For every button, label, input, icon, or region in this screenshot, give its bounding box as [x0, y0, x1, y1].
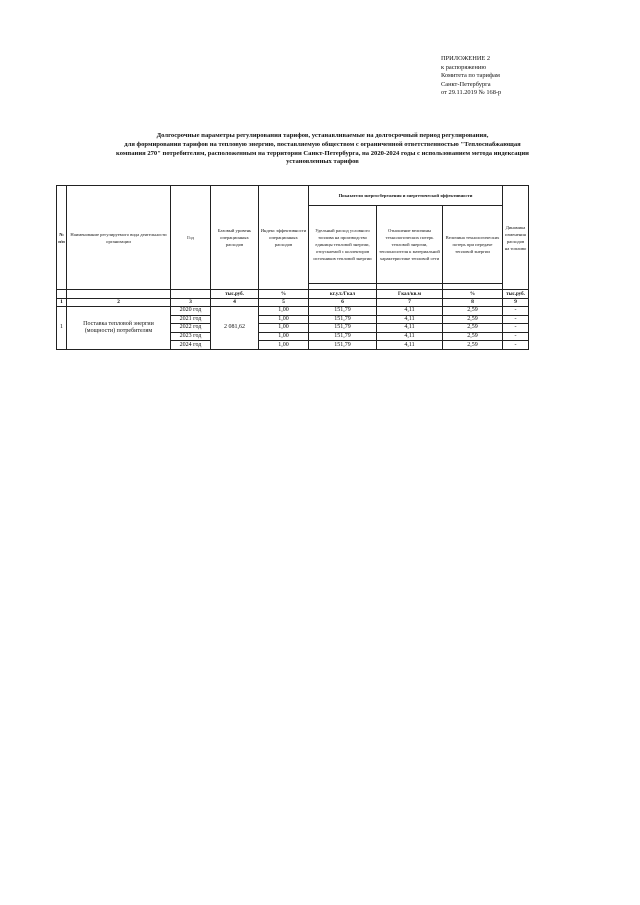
- losses-ratio-cell: 4,11: [377, 332, 443, 341]
- header-dynamics: Динамика изменения расходов на топливо: [503, 186, 529, 290]
- fuel-rate-cell: 151,79: [309, 307, 377, 316]
- appendix-line: от 29.11.2019 № 168-р: [441, 89, 502, 97]
- header-fuel-rate: Удельный расход условного топлива на производство единицы тепловой энергии, отпускаемой с коллекторов источников тепловой энергии: [309, 206, 377, 284]
- column-number: 7: [377, 299, 443, 307]
- column-number: 6: [309, 299, 377, 307]
- column-number: 2: [67, 299, 171, 307]
- efficiency-index-cell: 1,00: [259, 341, 309, 350]
- efficiency-index-cell: 1,00: [259, 324, 309, 333]
- column-number: 5: [259, 299, 309, 307]
- header-base-level: Базовый уровень операционных расходов: [211, 186, 259, 290]
- document-title: [50, 132, 595, 167]
- title-line: Долгосрочные параметры регулирования тарифов, устанавливаемые на долгосрочный период регулирования,: [156, 132, 489, 139]
- year-cell: 2022 год: [171, 324, 211, 333]
- header-energy-group: Показатели энергосбережения и энергетической эффективности: [309, 186, 503, 206]
- appendix-line: к распоряжению: [441, 63, 487, 71]
- title-line: для формирования тарифов на тепловую энергию, поставляемую обществом с ограниченной ответственностью "Теплоснабжающая: [124, 140, 521, 148]
- fuel-rate-cell: 151,79: [309, 332, 377, 341]
- appendix-line: Санкт-Петербурга: [441, 80, 491, 88]
- dynamics-cell: -: [503, 332, 529, 341]
- dynamics-cell: -: [503, 324, 529, 333]
- unit-cell: [171, 290, 211, 299]
- column-number: 4: [211, 299, 259, 307]
- unit-efficiency-index: %: [259, 290, 309, 299]
- dynamics-cell: -: [503, 315, 529, 324]
- unit-losses-ratio: Гкал/кв.м: [377, 290, 443, 299]
- column-number: 8: [443, 299, 503, 307]
- losses-ratio-cell: 4,11: [377, 341, 443, 350]
- losses-value-cell: 2,59: [443, 315, 503, 324]
- header-losses-value: Величина технологических потерь при передаче тепловой энергии: [443, 206, 503, 284]
- title-line: компания 270" потребителям, расположенным на территории Санкт-Петербурга, на 2020-2024 годы с использованием метода индексации: [116, 149, 529, 157]
- year-cell: 2024 год: [171, 341, 211, 350]
- losses-value-cell: 2,59: [443, 307, 503, 316]
- losses-value-cell: 2,59: [443, 341, 503, 350]
- title-line: установленных тарифов: [286, 158, 359, 166]
- activity-name: Поставка тепловой энергии (мощности) потребителям: [67, 307, 171, 350]
- header-efficiency-index: Индекс эффективности операционных расходов: [259, 186, 309, 290]
- losses-ratio-cell: 4,11: [377, 324, 443, 333]
- efficiency-index-cell: 1,00: [259, 315, 309, 324]
- losses-value-cell: 2,59: [443, 324, 503, 333]
- dynamics-cell: -: [503, 341, 529, 350]
- unit-losses-value: %: [443, 290, 503, 299]
- year-cell: 2023 год: [171, 332, 211, 341]
- parameters-table: [56, 185, 529, 350]
- fuel-rate-cell: 151,79: [309, 341, 377, 350]
- unit-cell: [67, 290, 171, 299]
- efficiency-index-cell: 1,00: [259, 307, 309, 316]
- appendix-line: ПРИЛОЖЕНИЕ 2: [441, 55, 491, 62]
- fuel-rate-cell: 151,79: [309, 324, 377, 333]
- header-losses-ratio: Отношение величины технологических потерь тепловой энергии, теплоносителя к материальной характеристике тепловой сети: [377, 206, 443, 284]
- header-year: Год: [171, 186, 211, 290]
- header-activity: Наименование регулируемого вида деятельности организации: [67, 186, 171, 290]
- table-row: [57, 307, 529, 316]
- column-number: 3: [171, 299, 211, 307]
- unit-cell: [57, 290, 67, 299]
- unit-dynamics: тыс.руб.: [503, 290, 529, 299]
- column-number: 1: [57, 299, 67, 307]
- dynamics-cell: -: [503, 307, 529, 316]
- fuel-rate-cell: 151,79: [309, 315, 377, 324]
- losses-value-cell: 2,59: [443, 332, 503, 341]
- base-level-value: 2 081,62: [211, 307, 259, 350]
- year-cell: 2020 год: [171, 307, 211, 316]
- column-number: 9: [503, 299, 529, 307]
- losses-ratio-cell: 4,11: [377, 315, 443, 324]
- efficiency-index-cell: 1,00: [259, 332, 309, 341]
- row-number: 1: [57, 307, 67, 350]
- appendix-block: [441, 55, 591, 98]
- unit-base-level: тыс.руб.: [211, 290, 259, 299]
- header-no: № п/п: [57, 186, 67, 290]
- unit-fuel-rate: кг.у.т./Гкал: [309, 290, 377, 299]
- appendix-line: Комитета по тарифам: [441, 72, 500, 80]
- losses-ratio-cell: 4,11: [377, 307, 443, 316]
- year-cell: 2021 год: [171, 315, 211, 324]
